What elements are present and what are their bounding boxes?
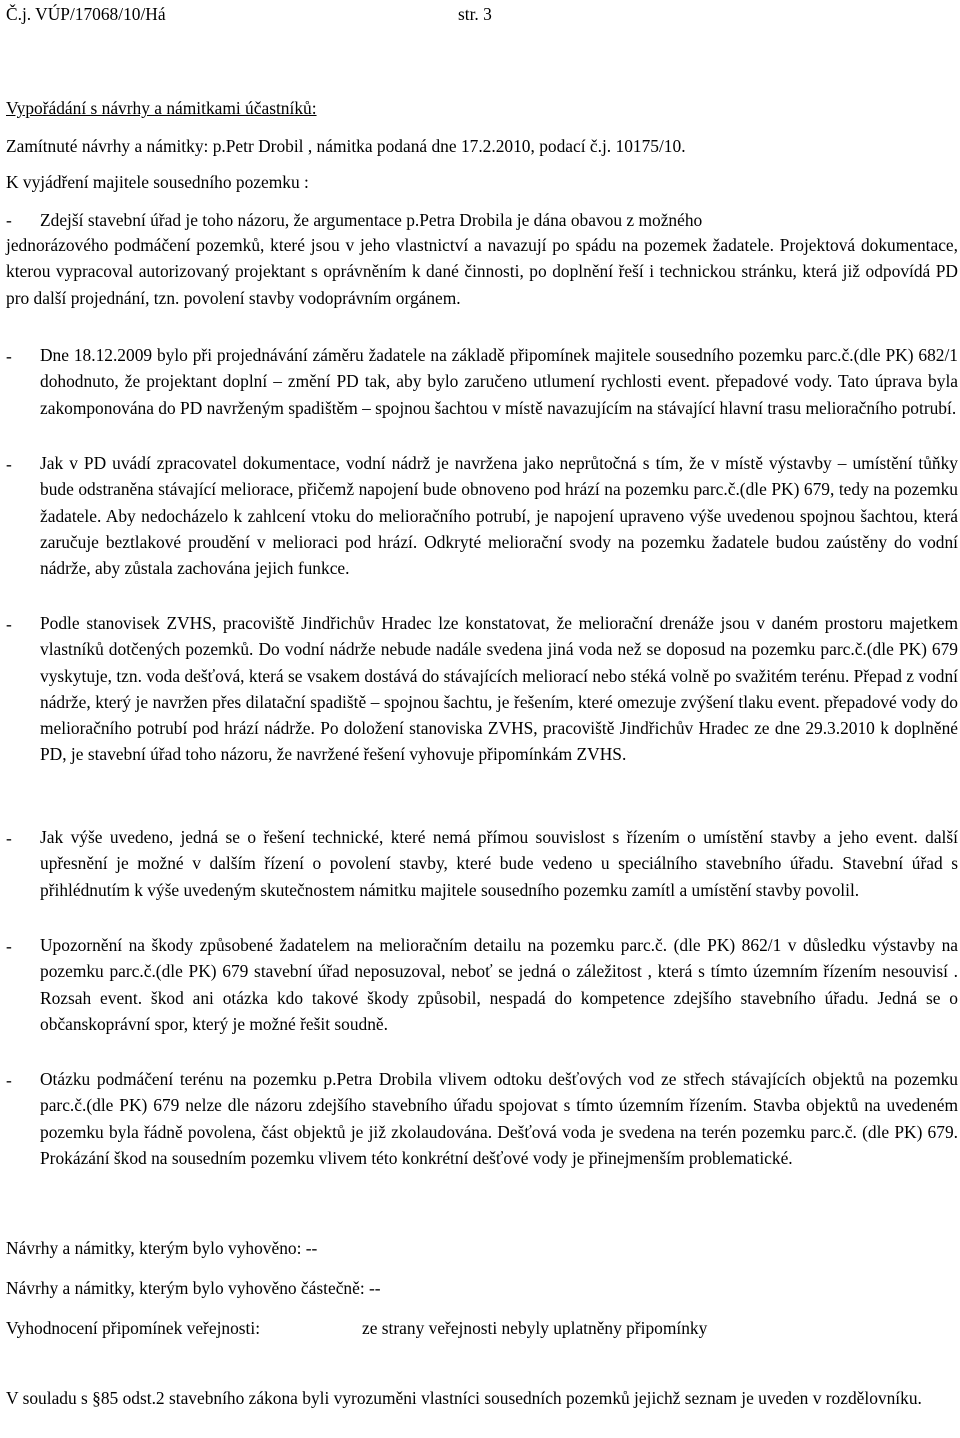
list-dash: -	[6, 346, 12, 366]
list-item: Otázku podmáčení terénu na pozemku p.Petra Drobila vlivem odtoku dešťových vod ze střech stávajících objektů na pozemku parc.č.(dle PK) 679 nelze dle názoru zdejšího stavebního úřadu spojovat s tímto územním řízením. Stavba objektů na uvedeném pozemku byla řádně povolena, část objektů je již zkolaudována. Dešťová voda je svedena na terén pozemku parc.č. (dle PK) 679. Prokázání škod na sousedním pozemku vlivem této konkrétní dešťové vody je přinejmenším problematické.	[40, 1069, 958, 1168]
partially-accepted-label: Návrhy a námitky, kterým bylo vyhověno částečně: --	[6, 1278, 381, 1298]
reference-number: Č.j. VÚP/17068/10/Há	[6, 4, 166, 24]
first-item-continuation: jednorázového podmáčení pozemků, které jsou v jeho vlastnictví a navazují po spádu na pozemek žadatele. Projektová dokumentace, kterou vypracoval autorizovaný projektant s oprávněním k dané činnosti, po doplnění řeší i technickou stránku, která již odpovídá PD pro další projednání, tzn. povolení stavby vodoprávním orgánem.	[6, 235, 958, 308]
item-dash: -	[6, 210, 12, 230]
list-item: Jak výše uvedeno, jedná se o řešení technické, které nemá přímou souvislost s řízením o umístění stavby a jeho event. další upřesnění je možné v dalším řízení o povolení stavby, které bude vedeno u speciálního stavebního úřadu. Stavební úřad s přihlédnutím k výše uvedeným skutečnostem námitku majitele sousedního pozemku zamítl a umístění stavby povolil.	[40, 827, 958, 900]
closing-paragraph: V souladu s §85 odst.2 stavebního zákona byli vyrozuměni vlastníci sousedních pozemků jejichž seznam je uveden v rozdělovníku.	[6, 1388, 922, 1408]
list-item: Jak v PD uvádí zpracovatel dokumentace, vodní nádrž je navržena jako neprůtočná s tím, že v místě výstavby – umístění tůňky bude odstraněna stávající meliorace, přičemž napojení bude obnoveno pod hrází na pozemku parc.č.(dle PK) 679, tedy na pozemku žadatele. Aby nedocházelo k zahlcení vtoku do melioračního potrubí, je napojení upraveno výše uvedenou spojnou šachtou, která zaručuje beztlakové proudění v melioraci pod hrází. Odkryté meliorační svody na pozemku žadatele budou zaústěny do vodní nádrže, aby zůstala zachována jejich funkce.	[40, 453, 958, 579]
list-item: Podle stanovisek ZVHS, pracoviště Jindřichův Hradec lze konstatovat, že meliorační drenáže jsou v daném prostoru majetkem vlastníků dotčených pozemků. Do vodní nádrže nebude nadále svedena jiná voda než se doposud na pozemku parc.č.(dle PK) 679 vyskytuje, tzn. voda dešťová, která se vsakem dostává do stávajících meliorací nebo stéká volně po svažitém terénu. Přepad z vodní nádrže, který je navržen přes dilatační spadiště – spojnou šachtu, je řešením, které omezuje zvýšení tlaku event. přepadové vody do melioračního potrubí pod hrází nádrže. Po doložení stanoviska ZVHS, pracoviště Jindřichův Hradec ze dne 29.3.2010 k doplněné PD, je stavební úřad toho názoru, že navržené řešení vyhovuje připomínkám ZVHS.	[40, 613, 958, 765]
rejected-objections-label: Zamítnuté návrhy a námitky: p.Petr Drobil , námitka podaná dne 17.2.2010, podací č.j. 10175/10.	[6, 136, 686, 156]
public-comments-label: Vyhodnocení připomínek veřejnosti:	[6, 1318, 261, 1338]
statement-label: K vyjádření majitele sousedního pozemku :	[6, 172, 309, 192]
list-item: Dne 18.12.2009 bylo při projednávání záměru žadatele na základě připomínek majitele sousedního pozemku parc.č.(dle PK) 682/1 dohodnuto, že projektant doplní – změní PD tak, aby bylo zaručeno utlumení rychlosti event. přepadové vody. Tato úprava byla zakomponována do PD navrženým spadištěm – spojnou šachtou v místě navazujícím na stávající hlavní trasu melioračního potrubí.	[40, 345, 958, 418]
list-item: Upozornění na škody způsobené žadatelem na melioračním detailu na pozemku parc.č. (dle PK) 862/1 v důsledku výstavby na pozemku parc.č.(dle PK) 679 stavební úřad neposuzoval, neboť se jedná o záležitost , která s tímto územním řízením nesouvisí . Rozsah event. škod ani otázka kdo takové škody způsobil, nespadá do kompetence zdejšího stavebního úřadu. Jedná se o občanskoprávní spor, který je možné řešit soudně.	[40, 935, 958, 1034]
list-dash: -	[6, 936, 12, 956]
list-dash: -	[6, 454, 12, 474]
list-dash: -	[6, 1070, 12, 1090]
list-dash: -	[6, 614, 12, 634]
public-comments-value: ze strany veřejnosti nebyly uplatněny připomínky	[362, 1318, 708, 1338]
accepted-objections-label: Návrhy a námitky, kterým bylo vyhověno: --	[6, 1238, 318, 1258]
page-number: str. 3	[458, 4, 492, 24]
section-title: Vypořádání s návrhy a námitkami účastníků:	[6, 98, 317, 118]
list-dash: -	[6, 828, 12, 848]
first-item-line: Zdejší stavební úřad je toho názoru, že argumentace p.Petra Drobila je dána obavou z možného	[40, 210, 703, 230]
